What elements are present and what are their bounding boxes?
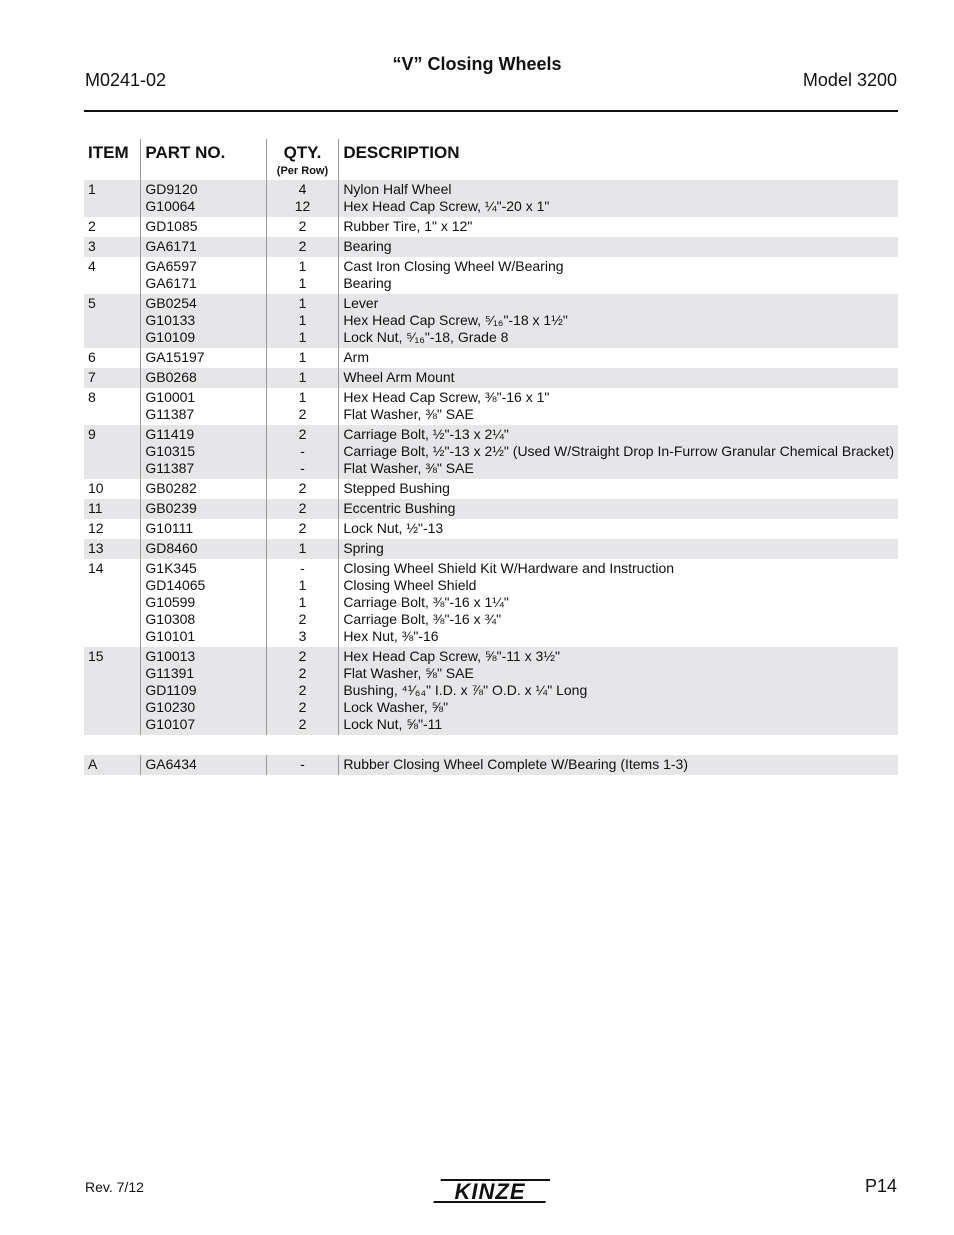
part-number: [141, 348, 266, 368]
quantity-line: 2: [298, 500, 307, 516]
quantity: [266, 519, 339, 539]
quantity: [266, 388, 339, 425]
description: [339, 257, 898, 294]
quantity: [266, 257, 339, 294]
table-row: [84, 217, 898, 237]
description-line: Lock Washer, ⅝": [343, 699, 449, 715]
quantity: [266, 479, 339, 499]
description: [339, 348, 898, 368]
part-number-line: G10111: [145, 520, 194, 536]
quantity: [266, 539, 339, 559]
item-number: 2: [88, 218, 96, 234]
quantity: [266, 559, 339, 647]
description-line: Hex Head Cap Screw, ⁵⁄₁₆"-18 x 1½": [343, 312, 568, 328]
part-number-line: G10001: [145, 389, 196, 405]
description-line: Lock Nut, ⅝"-11: [343, 716, 443, 732]
quantity-line: 1: [298, 594, 307, 610]
part-number-line: GB0282: [145, 480, 197, 496]
part-number-line: GD14065: [145, 577, 206, 593]
description-line: Bearing: [343, 275, 392, 291]
part-number-line: G1K345: [145, 560, 197, 576]
part-number: [141, 180, 266, 217]
quantity-line: 2: [298, 218, 307, 234]
description-line: Lock Nut, ½"-13: [343, 520, 444, 536]
quantity: [266, 647, 339, 735]
quantity-line: 1: [298, 349, 307, 365]
description: [339, 217, 898, 237]
part-number-line: GD8460: [145, 540, 198, 556]
part-number: [141, 257, 266, 294]
part-number: [141, 539, 266, 559]
item-number: 4: [88, 258, 96, 274]
part-number-line: GB0268: [145, 369, 197, 385]
part-number: [141, 368, 266, 388]
quantity-line: -: [300, 560, 305, 576]
quantity: [266, 237, 339, 257]
part-number-line: G10308: [145, 611, 196, 627]
item-number: 12: [88, 520, 104, 536]
part-number-line: G10109: [145, 329, 196, 345]
description-line: Flat Washer, ⅜" SAE: [343, 460, 474, 476]
part-number: [141, 237, 266, 257]
table-row: [84, 499, 898, 519]
item-number: 11: [84, 499, 141, 519]
item-number: 5: [84, 294, 141, 348]
quantity-line: -: [300, 443, 305, 459]
item-number: 7: [84, 368, 141, 388]
model-label: Model 3200: [802, 70, 897, 90]
description-line: Carriage Bolt, ½"-13 x 2¼": [343, 426, 509, 442]
item-number: 9: [84, 425, 141, 479]
description: [339, 539, 898, 559]
part-number-line: G10133: [145, 312, 196, 328]
description-line: Bearing: [343, 238, 392, 254]
quantity-line: 12: [294, 198, 311, 214]
quantity-line: 4: [298, 181, 307, 197]
quantity-line: 1: [298, 258, 307, 274]
table-row: [84, 348, 898, 368]
page-title: “V” Closing Wheels: [392, 54, 562, 74]
kinze-logo: [430, 1176, 550, 1206]
quantity-line: -: [300, 460, 305, 476]
quantity-line: 2: [298, 238, 307, 254]
part-number: [141, 647, 266, 735]
quantity: [266, 499, 339, 519]
part-number-line: G10230: [145, 699, 196, 715]
description-line: Carriage Bolt, ⅜"-16 x 1¼": [343, 594, 509, 610]
quantity-line: 1: [298, 389, 307, 405]
description-line: Bushing, ⁴¹⁄₆₄" I.D. x ⅞" O.D. x ¼" Long: [343, 682, 588, 698]
description: [339, 237, 898, 257]
quantity-line: 2: [298, 699, 307, 715]
description: [339, 388, 898, 425]
quantity: [266, 294, 339, 348]
part-number: [141, 559, 266, 647]
description-line: Hex Nut, ⅜"-16: [343, 628, 439, 644]
table-header-row: [84, 139, 898, 180]
quantity-line: 2: [298, 648, 307, 664]
part-number-line: GA6597: [145, 258, 197, 274]
item-number: 3: [84, 237, 141, 257]
quantity-line: 2: [298, 716, 307, 732]
description-line: Lock Nut, ⁵⁄₁₆"-18, Grade 8: [343, 329, 509, 345]
quantity-line: 2: [298, 682, 307, 698]
quantity-line: 1: [298, 369, 307, 385]
table-row: [84, 368, 898, 388]
table-row: [84, 479, 898, 499]
part-number-line: G10101: [145, 628, 196, 644]
description-line: Flat Washer, ⅜" SAE: [343, 406, 474, 422]
description-header: DESCRIPTION: [339, 139, 898, 180]
quantity-line: 1: [298, 312, 307, 328]
description-line: Hex Head Cap Screw, ¼"-20 x 1": [343, 198, 550, 214]
description-line: Eccentric Bushing: [343, 500, 456, 516]
quantity-line: -: [300, 756, 305, 772]
table-row: [84, 559, 898, 647]
part-number-line: GB0254: [145, 295, 197, 311]
parts-table: [84, 139, 898, 775]
part-number-line: G10107: [145, 716, 196, 732]
part-number-line: G10599: [145, 594, 196, 610]
part-number-line: GA15197: [145, 349, 205, 365]
description-line: Wheel Arm Mount: [343, 369, 455, 385]
part-number: [141, 499, 266, 519]
quantity-line: 1: [298, 295, 307, 311]
item-number: 10: [88, 480, 104, 496]
table-row: [84, 180, 898, 217]
quantity: [266, 368, 339, 388]
quantity-line: 3: [298, 628, 307, 644]
quantity-line: 1: [298, 275, 307, 291]
item-number: 8: [88, 389, 96, 405]
quantity: [266, 425, 339, 479]
table-row: [84, 388, 898, 425]
description-line: Carriage Bolt, ⅜"-16 x ¾": [343, 611, 502, 627]
table-row: [84, 539, 898, 559]
document-id: M0241-02: [85, 70, 167, 90]
quantity-line: 1: [298, 329, 307, 345]
description-line: Stepped Bushing: [343, 480, 450, 496]
table-row: [84, 294, 898, 348]
description-line: Rubber Tire, 1" x 12": [343, 218, 473, 234]
item-number: 13: [84, 539, 141, 559]
quantity-line: 2: [298, 480, 307, 496]
qty-header-sub: (Per Row): [276, 165, 329, 177]
table-row: [84, 755, 898, 775]
description-line: Hex Head Cap Screw, ⅜"-16 x 1": [343, 389, 550, 405]
table-row: [84, 237, 898, 257]
item-number: 1: [84, 180, 141, 217]
description: [339, 479, 898, 499]
part-number-line: G11387: [145, 406, 195, 422]
description: [339, 499, 898, 519]
quantity: [266, 755, 339, 775]
part-number-line: GA6171: [145, 238, 197, 254]
quantity-line: 1: [298, 577, 307, 593]
quantity: [266, 348, 339, 368]
quantity-line: 2: [298, 665, 307, 681]
quantity-line: 1: [298, 540, 307, 556]
description-line: Arm: [343, 349, 369, 365]
table-row: [84, 519, 898, 539]
description-line: Rubber Closing Wheel Complete W/Bearing (Items 1-3): [343, 756, 689, 772]
part-number: [141, 388, 266, 425]
description: [339, 425, 898, 479]
part-number-line: G11387: [145, 460, 195, 476]
description-line: Flat Washer, ⅝" SAE: [343, 665, 474, 681]
quantity-line: 2: [298, 426, 307, 442]
part-number: [141, 217, 266, 237]
part-number-line: G10315: [145, 443, 196, 459]
table-spacer: [84, 735, 898, 755]
quantity-line: 2: [298, 611, 307, 627]
description-line: Closing Wheel Shield Kit W/Hardware and Instruction: [343, 560, 675, 576]
table-row: [84, 425, 898, 479]
description-line: Lever: [343, 295, 379, 311]
part-no-header: PART NO.: [141, 139, 266, 180]
part-number-line: G11419: [145, 426, 195, 442]
part-number-line: GA6171: [145, 275, 197, 291]
description: [339, 519, 898, 539]
part-number-line: GD9120: [145, 181, 198, 197]
revision-label: Rev. 7/12: [85, 1179, 144, 1195]
item-number: A: [84, 755, 141, 775]
quantity-line: 2: [298, 520, 307, 536]
quantity: [266, 217, 339, 237]
header-rule: [84, 110, 898, 112]
table-row: [84, 257, 898, 294]
description-line: Carriage Bolt, ½"-13 x 2½" (Used W/Straight Drop In-Furrow Granular Chemical Bracket): [343, 443, 894, 459]
qty-header-label: QTY.: [283, 143, 322, 162]
item-number: 15: [84, 647, 141, 735]
part-number: [141, 519, 266, 539]
description: [339, 755, 898, 775]
part-number-line: G11391: [145, 665, 195, 681]
item-number: 6: [88, 349, 96, 365]
part-number-line: GB0239: [145, 500, 197, 516]
qty-header: [266, 139, 339, 180]
description-line: Hex Head Cap Screw, ⅝"-11 x 3½": [343, 648, 560, 664]
description-line: Nylon Half Wheel: [343, 181, 452, 197]
quantity-line: 2: [298, 406, 307, 422]
part-number-line: G10064: [145, 198, 196, 214]
part-number-line: GD1085: [145, 218, 198, 234]
description: [339, 294, 898, 348]
part-number: [141, 755, 266, 775]
item-header: ITEM: [88, 143, 129, 162]
spacer-cell: [84, 735, 898, 755]
part-number-line: GD1109: [145, 682, 197, 698]
quantity: [266, 180, 339, 217]
part-number: [141, 294, 266, 348]
description-line: Cast Iron Closing Wheel W/Bearing: [343, 258, 564, 274]
description-line: Spring: [343, 540, 384, 556]
part-number: [141, 425, 266, 479]
part-number-line: GA6434: [145, 756, 197, 772]
description: [339, 559, 898, 647]
part-number: [141, 479, 266, 499]
description: [339, 180, 898, 217]
part-number-line: G10013: [145, 648, 196, 664]
description: [339, 368, 898, 388]
parts-table-body: [84, 180, 898, 775]
svg-text:KINZE: KINZE: [454, 1179, 526, 1204]
page-number: P14: [864, 1176, 897, 1196]
description: [339, 647, 898, 735]
item-number: 14: [88, 560, 104, 576]
table-row: [84, 647, 898, 735]
description-line: Closing Wheel Shield: [343, 577, 477, 593]
